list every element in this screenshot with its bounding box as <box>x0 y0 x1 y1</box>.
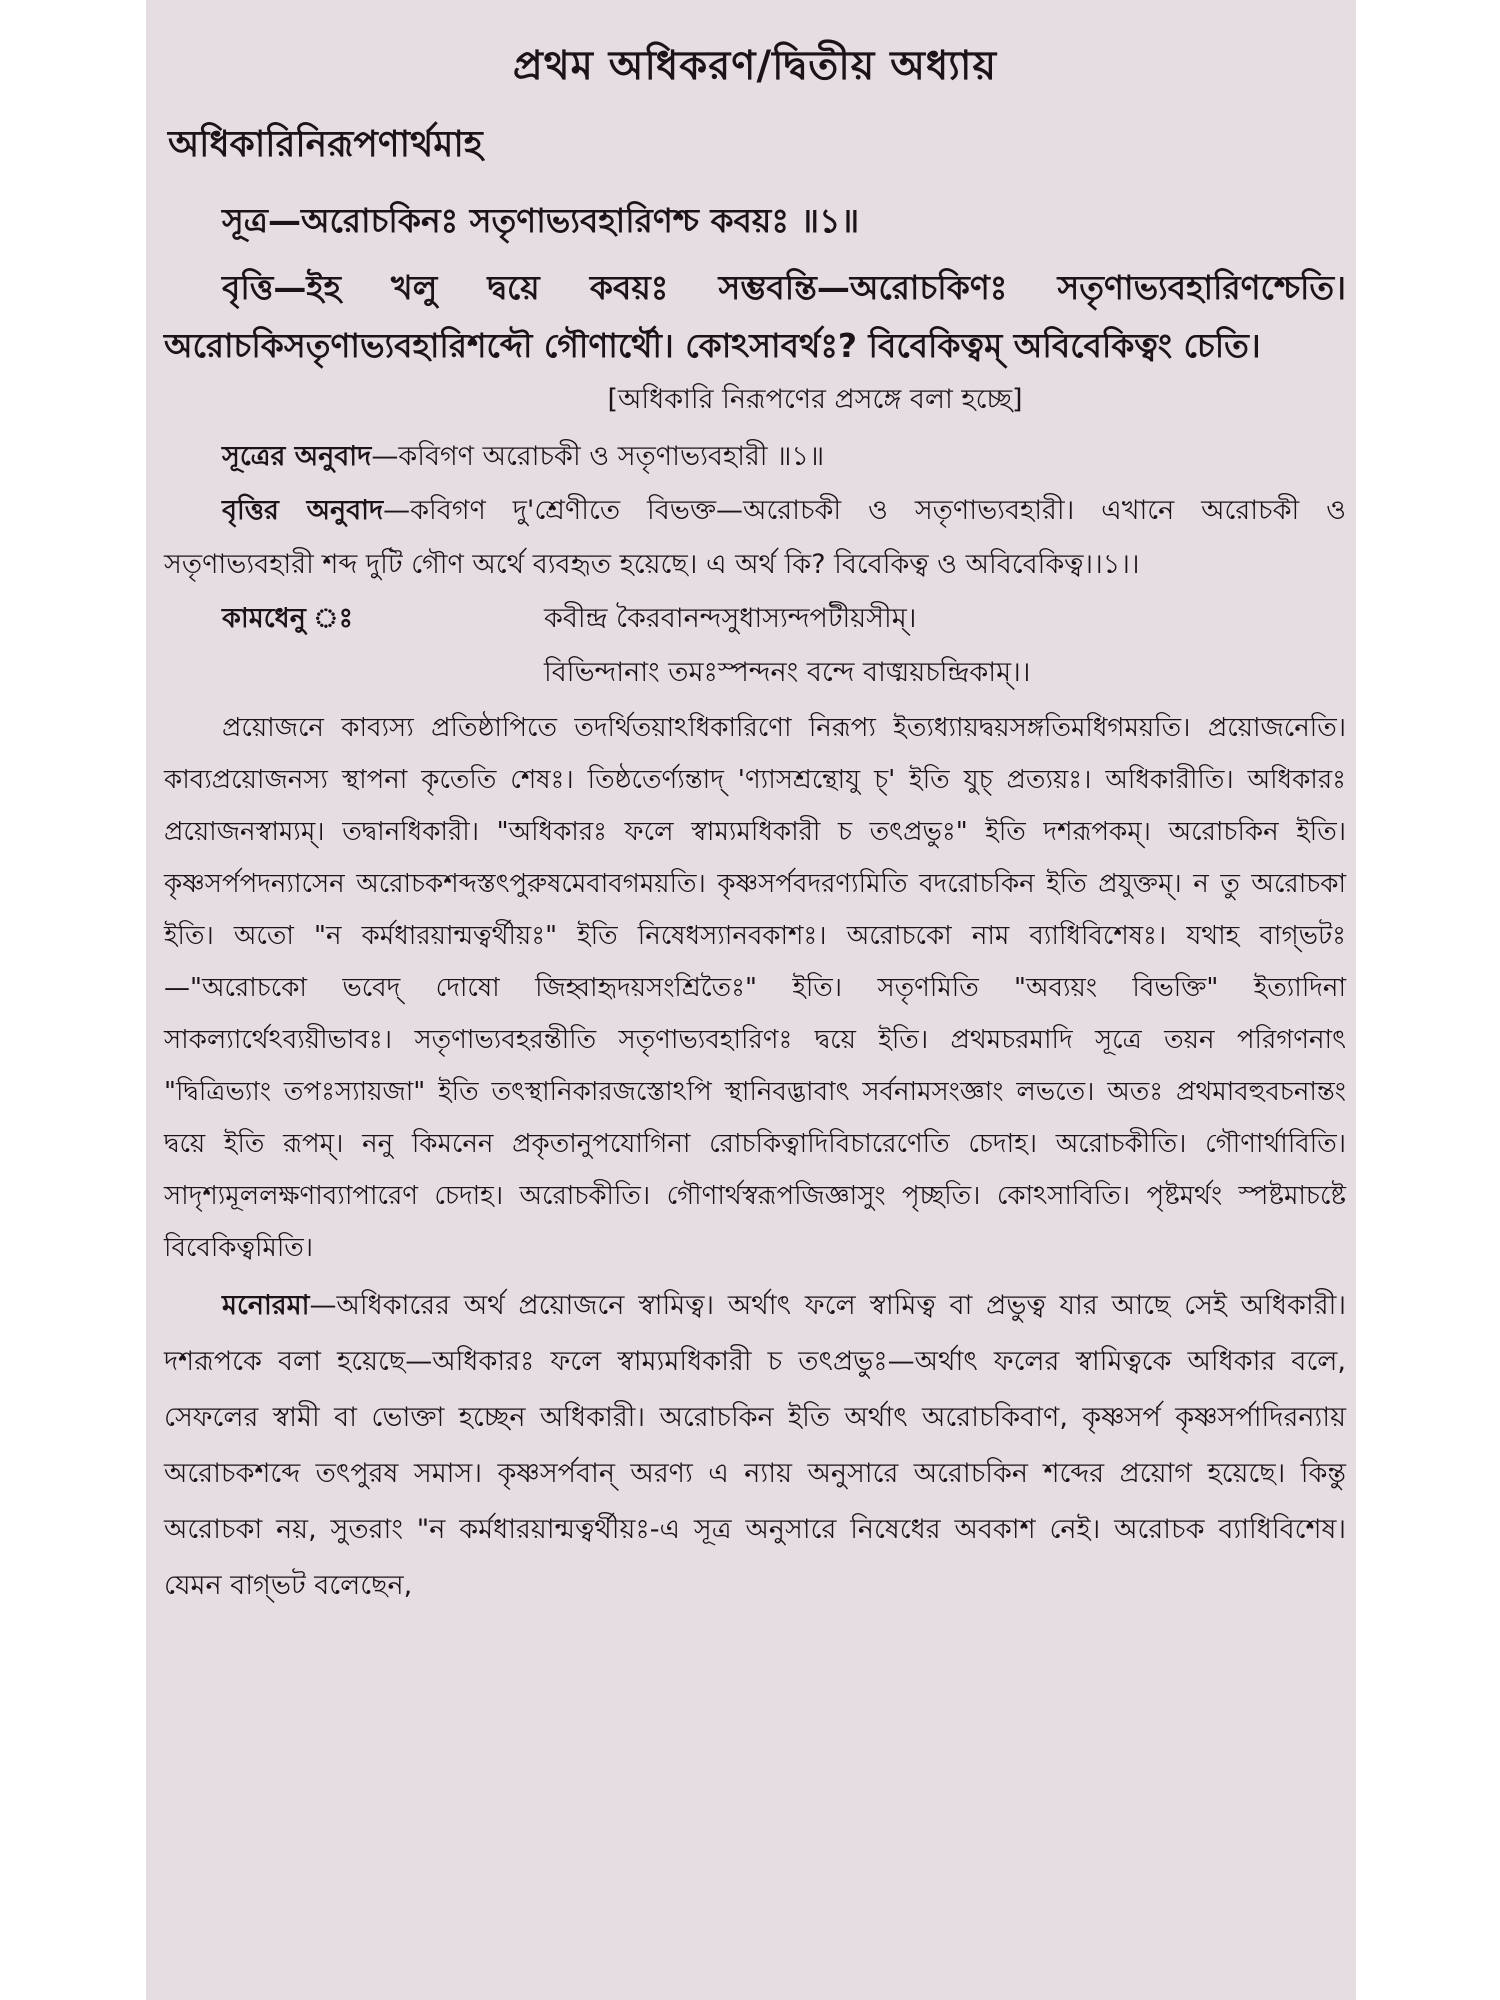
bracket-note: [অধিকারি নিরূপণের প্রসঙ্গে বলা হচ্ছে] <box>607 384 1023 415</box>
sutra-translation-text: —কবিগণ অরোচকী ও সতৃণাভ্যবহারী ॥১॥ <box>371 441 825 472</box>
kamadhenu-line-1: কবীন্দ্র কৈরবানন্দসুধাস্যন্দপটীয়সীম্। <box>544 603 917 634</box>
manorama-paragraph <box>164 1278 1346 1614</box>
vritti-text: বৃত্তি—ইহ খলু দ্বয়ে কবয়ঃ সম্ভবন্তি—অরোচকিণঃ সতৃণাভ্যবহারিণশ্চেতি। অরোচকিসতৃণাভ্যবহারিশব্দৌ গৌণার্থৌ। কোঽসাবর্থঃ? বিবেকিত্বম্ অবিবেকিত্বং চেতি। <box>164 268 1346 365</box>
sutra-line: সূত্র—অরোচকিনঃ সতৃণাভ্যবহারিণশ্চ কবয়ঃ ॥১॥ <box>222 201 860 240</box>
vritti-translation-label: বৃত্তির অনুবাদ <box>222 495 384 526</box>
chapter-title: প্রথম অধিকরণ/দ্বিতীয় অধ্যায় <box>512 43 998 89</box>
sutra-translation-label: সূত্রের অনুবাদ <box>222 441 372 472</box>
kamadhenu-label: কামধেনু ঃ <box>222 603 353 634</box>
kamadhenu-verse <box>164 592 1346 700</box>
commentary-text: প্রয়োজনে কাব্যস্য প্রতিষ্ঠাপিতে তদর্থিতয়াঽধিকারিণো নিরূপ্য ইত্যধ্যায়দ্বয়সঙ্গতিমধিগময়তি। প্রয়োজনেতি। কাব্যপ্রয়োজনস্য স্থাপনা কৃতেতি শেষঃ। তিষ্ঠতের্ণ্যন্তাদ্ 'ণ্যাসশ্রন্থোযু চ্' ইতি যুচ্ প্রত্যয়ঃ। অধিকারীতি। অধিকারঃ প্রয়োজনস্বাম্যম্। তদ্বানধিকারী। "অধিকারঃ ফলে স্বাম্যমধিকারী চ তৎপ্রভুঃ" ইতি দশরূপকম্। অরোচকিন ইতি। কৃষ্ণসর্পপদন্যাসেন অরোচকশব্দস্তৎপুরুষমেবাবগময়তি। কৃষ্ণসর্পবদরণ্যমিতি বদরোচকিন ইতি প্রযুক্তম্। ন তু অরোচকা ইতি। অতো "ন কর্মধারয়ান্মত্বর্থীয়ঃ" ইতি নিষেধস্যানবকাশঃ। অরোচকো নাম ব্যাধিবিশেষঃ। যথাহ বাগ্ভটঃ—"অরোচকো ভবেদ্ দোষো জিহ্বাহৃদয়সংশ্রিতৈঃ" ইতি। সতৃণমিতি "অব্যয়ং বিভক্তি" ইত্যাদিনা সাকল্যার্থেঽব্যয়ীভাবঃ। সতৃণাভ্যবহরন্তীতি সতৃণাভ্যবহারিণঃ দ্বয়ে ইতি। প্রথমচরমাদি সূত্রে তয়ন পরিগণনাৎ "দ্বিত্রিভ্যাং তপঃস্যায়জা" ইতি তৎস্থানিকারজস্তোঽপি স্থানিবদ্ভাবাৎ সর্বনামসংজ্ঞাং লভতে। অতঃ প্রথমাবহুবচনান্তং দ্বয়ে ইতি রূপম্। ননু কিমনেন প্রকৃতানুপযোগিনা রোচকিত্বাদিবিচারেণেতি চেদাহ। অরোচকীতি। গৌণার্থাবিতি। সাদৃশ্যমূললক্ষণাব্যাপারেণ চেদাহ। অরোচকীতি। গৌণার্থস্বরূপজিজ্ঞাসুং পৃচ্ছতি। কোঽসাবিতি। পৃষ্টমর্থং স্পষ্টমাচষ্টে বিবেকিত্বমিতি। <box>164 713 1346 1263</box>
manorama-label: মনোরমা <box>222 1290 310 1321</box>
book-page <box>146 0 1356 2000</box>
kamadhenu-line-2: বিভিন্দানাং তমঃস্পন্দনং বন্দে বাঙ্ময়চন্দ্রিকাম্।। <box>544 657 1031 688</box>
sutra-translation <box>164 430 1346 484</box>
manorama-text: —অধিকারের অর্থ প্রয়োজনে স্বামিত্ব। অর্থাৎ ফলে স্বামিত্ব বা প্রভুত্ব যার আছে সেই অধিকারী। দশরূপকে বলা হয়েছে—অধিকারঃ ফলে স্বাম্যমধিকারী চ তৎপ্রভুঃ—অর্থাৎ ফলের স্বামিত্বকে অধিকার বলে, সেফলের স্বামী বা ভোক্তা হচ্ছেন অধিকারী। অরোচকিন ইতি অর্থাৎ অরোচকিবাণ, কৃষ্ণসর্প কৃষ্ণসর্পাদিরন্যায় অরোচকশব্দে তৎপুরষ সমাস। কৃষ্ণসর্পবান্ অরণ্য এ ন্যায় অনুসারে অরোচকিন শব্দের প্রয়োগ হয়েছে। কিন্তু অরোচকা নয়, সুতরাং "ন কর্মধারয়ান্মত্বর্থীয়ঃ-এ সূত্র অনুসারে নিষেধের অবকাশ নেই। অরোচক ব্যাধিবিশেষ। যেমন বাগ্ভট বলেছেন, <box>164 1290 1346 1601</box>
section-heading: অধিকারিনিরূপণার্থমাহ <box>168 124 483 165</box>
vritti-translation <box>164 484 1346 592</box>
vritti-translation-text: —কবিগণ দু'শ্রেণীতে বিভক্ত—অরোচকী ও সতৃণাভ্যবহারী। এখানে অরোচকী ও সতৃণাভ্যবহারী শব্দ দুটি গৌণ অর্থে ব্যবহৃত হয়েছে। এ অর্থ কি? বিবেকিত্ব ও অবিবেকিত্ব।।১।। <box>164 495 1346 580</box>
